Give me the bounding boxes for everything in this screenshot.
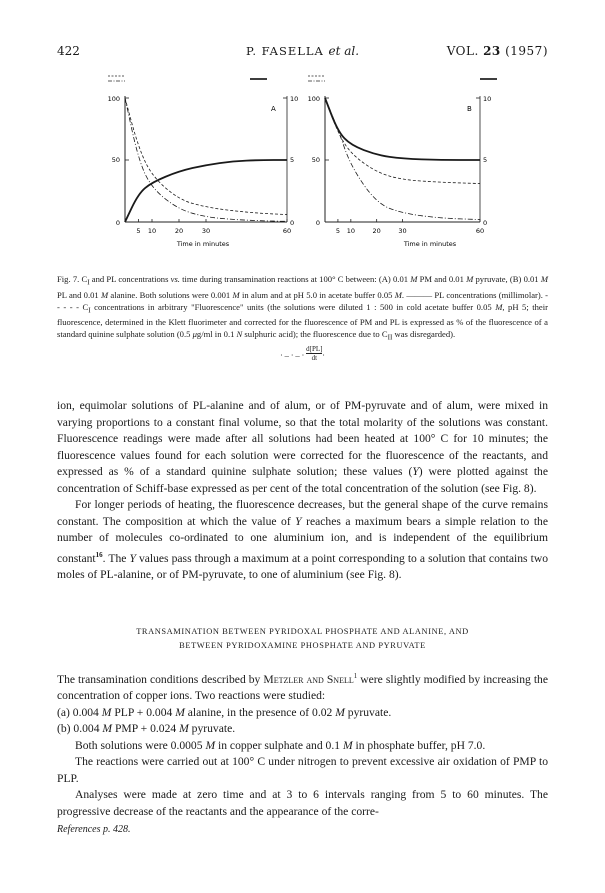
running-header: [57, 44, 548, 62]
panel-a-left-tick: 50: [111, 156, 120, 164]
references-footnote: References p. 428.: [57, 824, 131, 835]
panel-b-letter: B: [467, 105, 472, 113]
panel-b-x-label: Time in minutes: [403, 240, 457, 248]
panel-a-left-tick: 0: [115, 219, 120, 227]
panel-b-right-tick: 5: [483, 156, 488, 164]
panel-b-x-tick: 20: [372, 227, 381, 235]
volume-info: VOL. 23 (1957): [446, 44, 548, 58]
panel-a-right-tick: 5: [290, 156, 295, 164]
panel-a-x-tick: 20: [174, 227, 184, 235]
panel-a-right-tick: 10: [290, 95, 299, 103]
panel-b-left-tick: 50: [311, 156, 320, 164]
running-authors: P. FASELLA et al.: [245, 44, 360, 58]
panel-a-letter: A: [271, 105, 276, 113]
figure-7: [95, 68, 515, 268]
body-paragraph: ion, equimolar solutions of PL-alanine and of alum, or of PM-pyruvate and of alum, were mixed in varying proportions to a constant final volume, so that the total molarity of the solutions was constant. Fluorescence readings were made after all solutions had been heated at 100° C for 10 minutes; the fluorescence values found for each solution were corrected for the fluorescence of the reactants, and expressed as % of a standard quinine sulphate solution; these values (Y) were plotted against the concentration of Schiff-base expressed as per cent of the total concentration of the solution (see Fig. 8). For longer periods of heating, the fluorescence decreases, but the general shape of the curve remains constant. The composition at which the value of Y reaches a maximum bears a simple relation to the number of molecules co-ordinated to one aluminium ion, and is independent of the equilibrium constant$^{16}$. The Y values pass through a maximum at a point corresponding to a solution that contains two moles of PL-alanine, or of PM-pyruvate, to one of aluminium (see Fig. 8).: [57, 399, 548, 581]
panel-a-series-2-line: [125, 98, 287, 215]
rate-fraction: $\frac{d[PL]}{dt}$: [306, 345, 323, 363]
reaction-item-b: (b) 0.004 M PMP + 0.024 M pyruvate.: [57, 722, 236, 736]
panel-b-x-tick: 60: [475, 227, 485, 235]
panel-b-legend-key: [308, 76, 497, 81]
panel-a-right-tick: 0: [290, 219, 295, 227]
panel-a-x-tick: 30: [201, 227, 211, 235]
section-heading: TRANSAMINATION BETWEEN PYRIDOXAL PHOSPHATE AND ALANINE, AND BETWEEN PYRIDOXAMINE PHOSPHATE AND PYRUVATE: [136, 627, 469, 650]
panel-a-left-tick: 100: [107, 95, 120, 103]
panel-a-x-tick: 5: [136, 227, 141, 235]
panel-b-series-1-line: [325, 98, 480, 160]
panel-a: [108, 76, 299, 248]
panel-a-legend-key: [108, 76, 267, 81]
panel-a-x-label: Time in minutes: [176, 240, 230, 248]
panel-b-right-tick: 0: [483, 219, 488, 227]
panel-a-x-tick: 10: [147, 227, 157, 235]
figure-caption: Fig. 7. $C_I$ and PL concentrations vs. time during transamination reactions at 100° C between: (A) 0.01 M PM and 0.01 M pyruvate, (B) 0.01 M PL and 0.01 M alanine. Both solutions were 0.001 M in alum and at pH 5.0 in acetate buffer 0.05 M. ——— PL concentrations (millimolar). - - - - - $C_I$ concentrations in arbitrary "Fluorescence" units (the solutions were diluted 1 : 500 in cold acetate buffer 0.05 M, pH 5; their fluorescence, determined in the Klett fluorimeter and corrected for the fluorescence of PM and PL is expressed as % of the fluorescence of a standard quinine sulphate solution (0.5 μg/ml in 0.1 N sulphuric acid); the fluorescence due to $C_{II}$ was disregarded). . _ . _ . $\frac{d[PL]}{dt}$ .: [57, 274, 549, 363]
panel-b-left-tick: 0: [315, 219, 320, 227]
panel-b-left-tick: 100: [307, 95, 320, 103]
panel-b-x-tick: 10: [346, 227, 355, 235]
caption-dashdot-legend: . _ . _ . $\frac{d[PL]}{dt}$ .: [280, 345, 325, 363]
panel-b-x-tick: 5: [335, 227, 340, 235]
reaction-item-a: (a) 0.004 M PLP + 0.004 M alanine, in the presence of 0.02 M pyruvate.: [57, 705, 392, 719]
panel-b-right-tick: 10: [483, 95, 492, 103]
page-number: 422: [57, 44, 80, 58]
panel-b: [308, 76, 497, 248]
panel-b-x-tick: 30: [398, 227, 407, 235]
panel-a-x-tick: 60: [282, 227, 292, 235]
body-section-text: The transamination conditions described by Metzler and Snell$^1$ were slightly modified by increasing the concentration of copper ions. Two reactions were studied: (a) 0.004 M PLP + 0.004 M alanine, in the presence of 0.02 M pyruvate. (b) 0.004 M PMP + 0.024 M pyruvate. Both solutions were 0.0005 M in copper sulphate and 0.1 M in phosphate buffer, pH 7.0. The reactions were carried out at 100° C under nitrogen to prevent excessive air oxidation of PMP to PLP. Analyses were made at zero time and at 3 to 6 intervals ranging from 5 to 60 minutes. The progressive decrease of the reactants and the appearance of the corre-: [57, 672, 548, 818]
